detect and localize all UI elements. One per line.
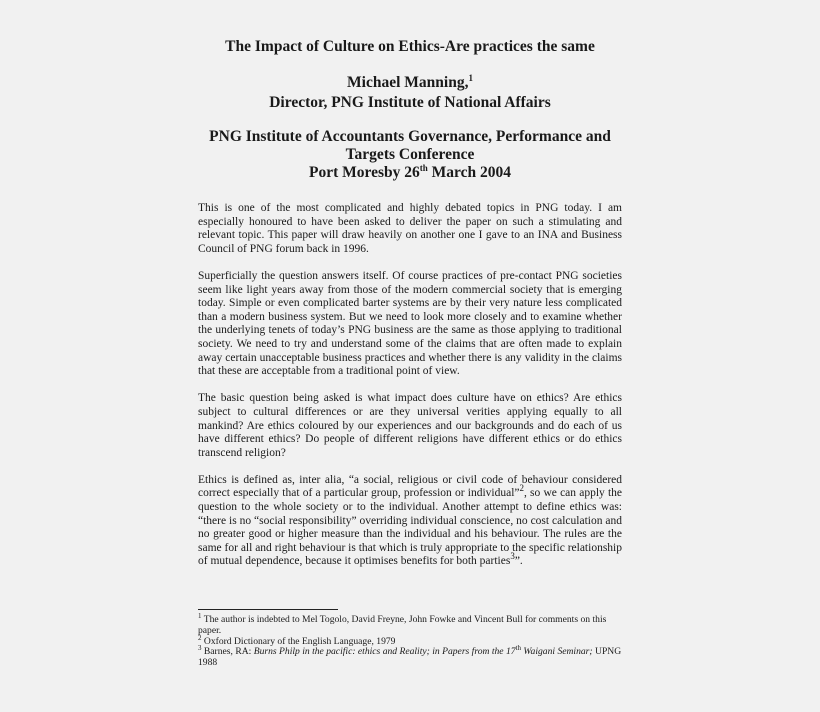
- conference-line-2: Targets Conference: [345, 146, 475, 163]
- footnote-1-text: The author is indebted to Mel Togolo, David Freyne, John Fowke and Vincent Bull for comments on this paper.: [198, 614, 607, 636]
- paragraph-4-text-b: , so we can apply the question to the whole society or to the individual. Another attempt to define ethics was: “there is no “social responsibility” overriding individual conscience, no cost calculation and no greater good or higher measure than the individual and his behaviour. The rules are the same for all and right behaviour is that which is truly appropriate to the specific relationship of mutual dependence, because it optimises benefits for both parties: [198, 487, 622, 568]
- footnote-ref-2: 2: [519, 483, 524, 494]
- conference-line-1: PNG Institute of Accountants Governance, Performance and: [209, 128, 611, 145]
- footnote-ref-3: 3: [510, 551, 515, 562]
- author-role: Director, PNG Institute of National Affairs: [269, 94, 551, 111]
- footnote-3-text-a: Barnes, RA:: [201, 646, 254, 658]
- footnote-1-number: 1: [198, 611, 202, 620]
- body-text: [198, 202, 622, 583]
- footnote-3-number: 3: [198, 644, 202, 653]
- footnote-ref-1: 1: [468, 72, 473, 83]
- footnote-3-italic: Burns Philp in the pacific: ethics and Reality; in Papers from the 17: [253, 646, 516, 658]
- footnote-2-number: 2: [198, 633, 202, 642]
- paragraph-4-text-c: ”.: [514, 555, 523, 568]
- conference-date: March 2004: [427, 164, 512, 181]
- conference-block: [0, 128, 820, 182]
- footnote-3-italic-2: Waigani Seminar;: [521, 646, 593, 658]
- conference-place-date: [0, 164, 820, 182]
- author-name: Michael Manning,: [347, 74, 469, 91]
- paragraph-1: This is one of the most complicated and highly debated topics in PNG today. I am especially honoured to have been asked to deliver the paper on such a stimulating and relevant topic. This paper will draw heavily on another one I gave to an INA and Business Council of PNG forum back in 1996.: [198, 202, 622, 255]
- conference-place: Port Moresby 26: [308, 164, 420, 181]
- paragraph-4: [198, 474, 622, 569]
- footnote-divider: [198, 609, 338, 610]
- date-suffix: th: [419, 162, 428, 173]
- paragraph-4-text-a: Ethics is defined as, inter alia, “a social, religious or civil code of behaviour considered correct especially that of a particular group, profession or individual”: [198, 473, 622, 500]
- footnotes: [198, 611, 622, 669]
- paragraph-3: The basic question being asked is what impact does culture have on ethics? Are ethics subject to cultural differences or are they universal verities applying equally to all mankind? Are ethics coloured by our experiences and our backgrounds and do each of us have different ethics? Do people of different religions have different ethics or do ethics transcend religion?: [198, 392, 622, 459]
- footnote-3-sup: th: [515, 644, 522, 653]
- paragraph-2: Superficially the question answers itself. Of course practices of pre-contact PNG societies seem like light years away from those of the modern commercial society that is emerging today. Simple or even complicated barter systems are by their very nature less complicated than a modern business system. But we need to look more closely and to examine whether the underlying tenets of today’s PNG business are the same as those applying to traditional society. We need to try and understand some of the claims that are often made to explain away certain unacceptable business practices and whether there is any validity in the claims that these are acceptable from a traditional point of view.: [198, 269, 622, 378]
- footnote-2-text: Oxford Dictionary of the English Language, 1979: [201, 635, 396, 647]
- author-block: [0, 73, 820, 113]
- author-name-line: [0, 73, 820, 93]
- footnote-3: [198, 644, 622, 669]
- paper-title: The Impact of Culture on Ethics-Are practices the same: [225, 38, 595, 55]
- footnote-1: [198, 611, 622, 637]
- footnote-3-text-b: UPNG 1988: [198, 646, 622, 669]
